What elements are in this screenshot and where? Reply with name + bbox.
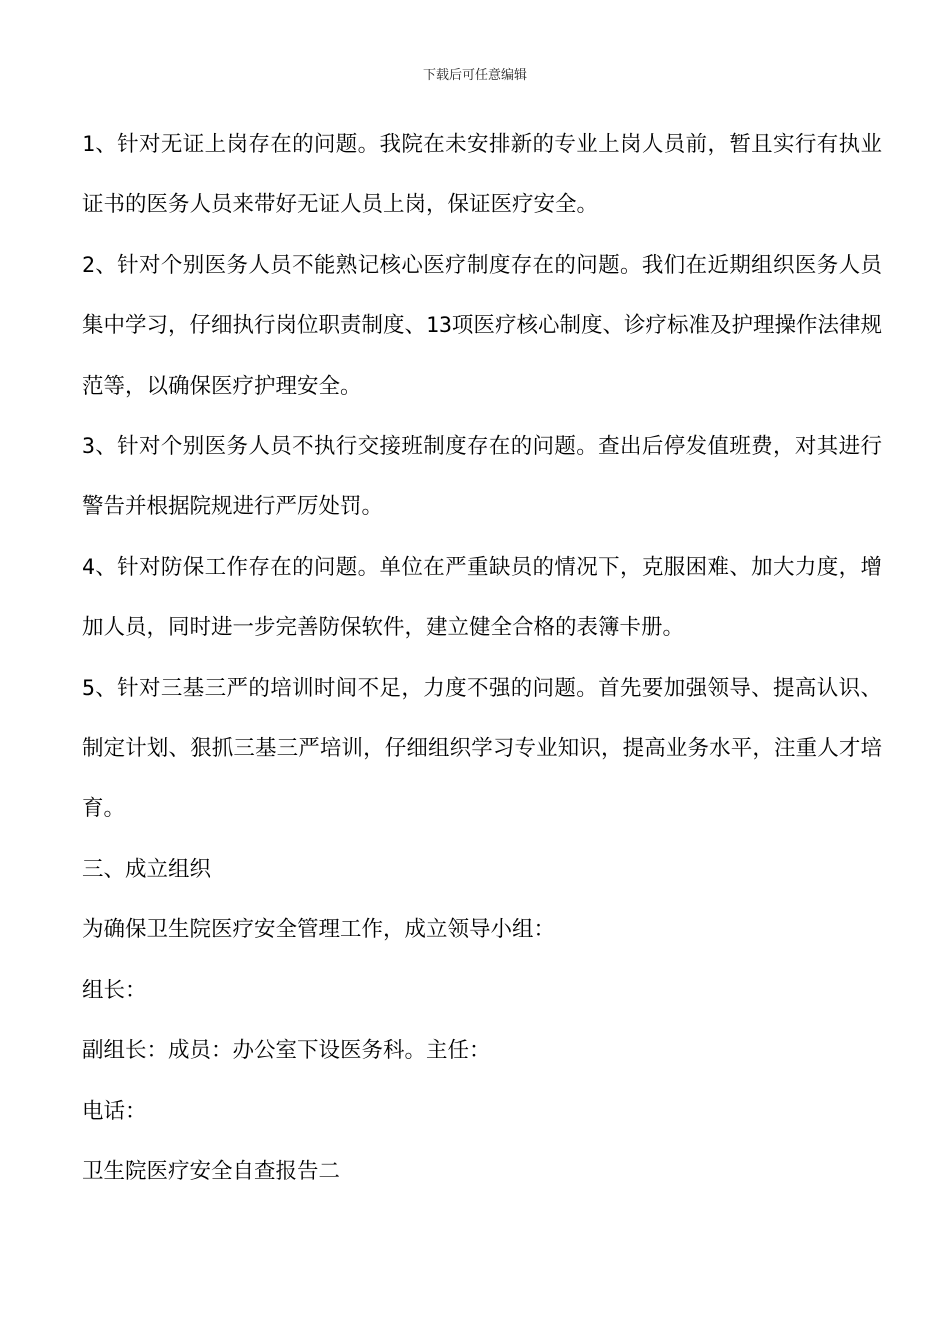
paragraph-org-intro: 为确保卫生院医疗安全管理工作，成立领导小组： xyxy=(82,917,556,943)
phone-label: 电话： xyxy=(82,1098,147,1124)
deputy-leader-label: 副组长：成员：办公室下设医务科。主任： xyxy=(82,1038,491,1064)
document-body xyxy=(82,115,882,1202)
paragraph-item-3: 3、针对个别医务人员不执行交接班制度存在的问题。查出后停发值班费，对其进行警告并根据院规进行严厉处罚。 xyxy=(82,434,882,520)
report-title: 卫生院医疗安全自查报告二 xyxy=(82,1158,341,1184)
group-leader-label: 组长： xyxy=(82,977,147,1003)
paragraph-item-2: 2、针对个别医务人员不能熟记核心医疗制度存在的问题。我们在近期组织医务人员集中学习，仔细执行岗位职责制度、13项医疗核心制度、诊疗标准及护理操作法律规范等，以确保医疗护理安全。 xyxy=(82,252,882,399)
page-header: 下载后可任意编辑 xyxy=(422,68,527,83)
paragraph-item-5: 5、针对三基三严的培训时间不足，力度不强的问题。首先要加强领导、提高认识、制定计划、狠抓三基三严培训，仔细组织学习专业知识，提高业务水平，注重人才培育。 xyxy=(82,675,882,822)
paragraph-item-1: 1、针对无证上岗存在的问题。我院在未安排新的专业上岗人员前，暂且实行有执业证书的医务人员来带好无证人员上岗，保证医疗安全。 xyxy=(82,132,882,218)
paragraph-item-4: 4、针对防保工作存在的问题。单位在严重缺员的情况下，克服困难、加大力度，增加人员，同时进一步完善防保软件，建立健全合格的表簿卡册。 xyxy=(82,554,882,641)
section-heading: 三、成立组织 xyxy=(82,856,212,882)
